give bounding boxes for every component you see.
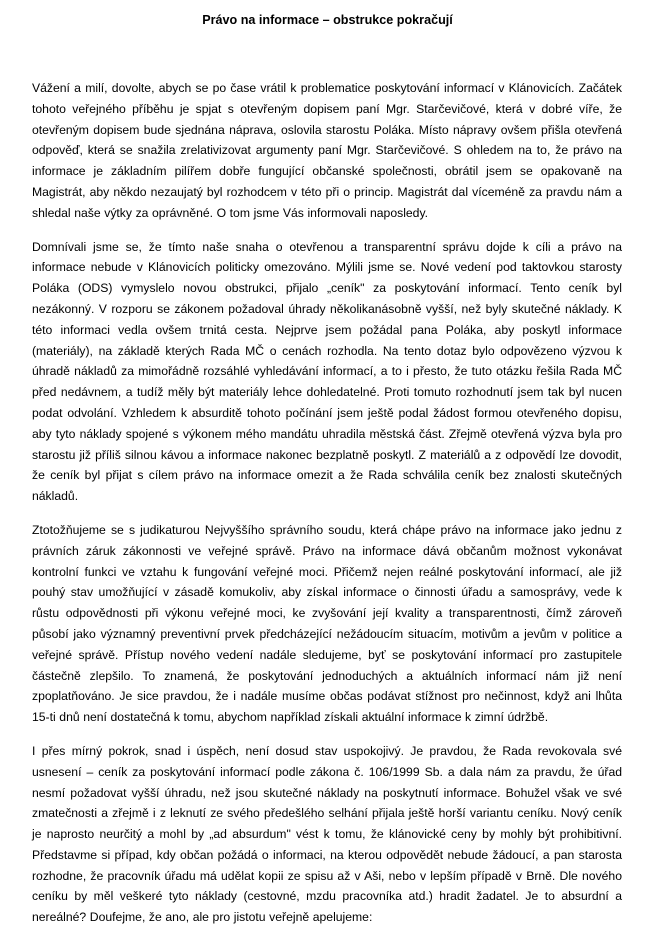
paragraph-3: Ztotožňujeme se s judikaturou Nejvyššího správního soudu, která chápe právo na informace jako jednu z právních záruk zákonnosti ve veřejné správě. Právo na informace dává občanům možnost vykonávat kontrolní funkci ve vztahu k fungování veřejné moci. Přičemž nejen reálné poskytování informací, ale již pouhý stav umožňující v zásadě komukoliv, aby získal informace o činnosti úřadu a samosprávy, vede k růstu odpovědnosti při výkonu veřejné moci, ke zvyšování její kvality a transparentnosti, čímž zároveň působí jako významný preventivní prvek předcházející nežádoucím situacím, motivům a jevům v politice a veřejné správě. Přístup nového vedení nadále sledujeme, byť se poskytování informací pro zastupitele částečně zlepšilo. To znamená, že poskytování jednoduchých a aktuálních informací nám již není zpoplatňováno. Je sice pravdou, že i nadále musíme občas podávat stížnost pro nečinnost, když ani lhůta 15-ti dnů není dostatečná k tomu, abychom například získali aktuální informace k zimní údržbě. (32, 522, 622, 725)
paragraph-4: I přes mírný pokrok, snad i úspěch, není dosud stav uspokojivý. Je pravdou, že Rada revokovala své usnesení – ceník za poskytování informací podle zákona č. 106/1999 Sb. a dala nám za pravdu, že úřad nesmí požadovat vyšší úhradu, než jsou skutečné náklady na poskytnutí informace. Bohužel však ve své zmatečnosti a zřejmě i z leknutí ze svého předešlého selhání přijala ještě horší variantu ceníku. Nový ceník je naprosto neurčitý a mohl by „ad absurdum" vést k tomu, že klánovické ceny by mohly být prohibitivní. Představme si případ, kdy občan požádá o informaci, na kterou odpovědět nebude žádoucí, a pan starosta rozhodne, že pracovník úřadu má udělat kopii ze spisu až v Aši, nebo v lepším případě v Brně. Dle nového ceníku by měl veškeré tyto náklady (cestovné, mzdu pracovníka atd.) hradit žadatel. Je to absurdní a nereálné? Doufejme, že ano, ale pro jistotu veřejně apelujeme: (32, 743, 622, 925)
paragraph-2: Domnívali jsme se, že tímto naše snaha o otevřenou a transparentní správu dojde k cíli a právo na informace nebude v Klánovicích politicky omezováno. Mýlili jsme se. Nové vedení pod taktovkou starosty Poláka (ODS) vymyslelo novou obstrukci, přijalo „ceník" za poskytování informací. Tento ceník byl nezákonný. V rozporu se zákonem požadoval úhrady několikanásobně vyšší, než byly skutečné náklady. K této informaci vedla ovšem trnitá cesta. Nejprve jsem požádal pana Poláka, aby poskytl informace (materiály), na základě kterých Rada MČ o cenách rozhodla. Na tento dotaz bylo odpovězeno výzvou k úhradě nákladů za mimořádně rozsáhlé vyhledávání informací, a to i přesto, že tuto otázku řešila Rada MČ před nedávnem, a tudíž měly být materiály lehce dohledatelné. Proti tomuto rozhodnutí jsem tak byl nucen podat odvolání. Vzhledem k absurditě tohoto počínání jsem ještě podal žádost formou otevřeného dopisu, aby tyto náklady spojené s výkonem mého mandátu uhradila městská část. Zřejmě otevřená výzva byla pro starostu již příliš silnou kávou a informace nakonec bezplatně poskytl. Z materiálů a z odpovědí lze dovodit, že ceník byl přijat s cílem právo na informace omezit a že Rada schválila ceník bez znalosti skutečných nákladů. (32, 239, 622, 504)
paragraph-1: Vážení a milí, dovolte, abych se po čase vrátil k problematice poskytování informací v Klánovicích. Začátek tohoto veřejného příběhu je spjat s otevřeným dopisem paní Mgr. Starčevičové, která v dobré víře, že otevřeným dopisem bude sjednána náprava, oslovila starostu Poláka. Místo nápravy ovšem přišla otevřená odpověď, která se snažila zrelativizovat argumenty paní Mgr. Starčevičové. S ohledem na to, že právo na informace je základním pilířem dobře fungující občanské společnosti, obrátil jsem se opakovaně na Magistrát, aby někdo nezaujatý byl rozhodcem v této při o princip. Magistrát dal víceméně za pravdu nám a shledal naše výtky za oprávněné. O tom jsme Vás informovali naposledy. (32, 81, 622, 220)
document-body (32, 78, 622, 941)
document-title: Právo na informace – obstrukce pokračují (202, 13, 453, 27)
